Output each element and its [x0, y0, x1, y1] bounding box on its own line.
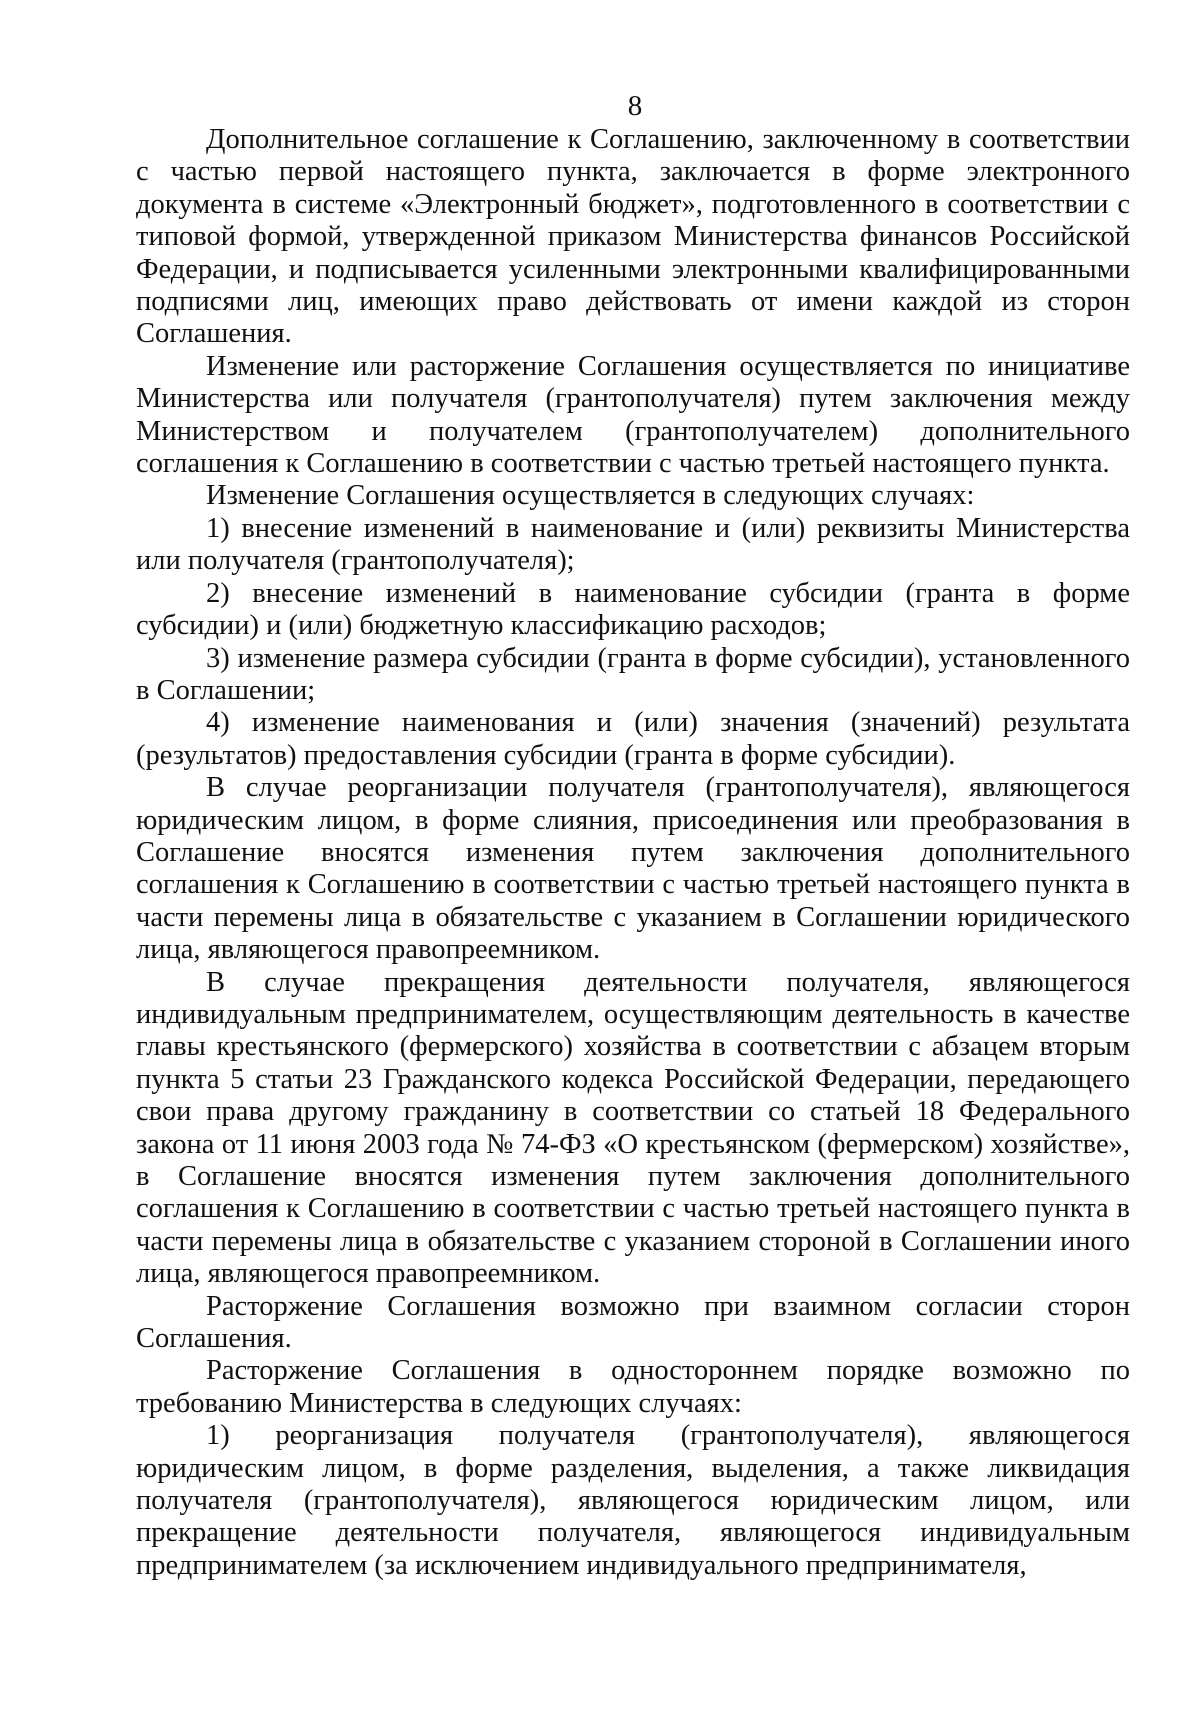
- paragraph-mutual-termination: Расторжение Соглашения возможно при взаимном согласии сторон Соглашения.: [136, 1290, 1130, 1355]
- document-body: [136, 124, 1130, 1582]
- paragraph-unilateral-termination: Расторжение Соглашения в одностороннем порядке возможно по требованию Министерства в следующих случаях:: [136, 1355, 1130, 1419]
- list-item-termination-1: 1) реорганизация получателя (грантополучателя), являющегося юридическим лицом, в форме разделения, выделения, а также ликвидация получателя (грантополучателя), являющегося юридическим лицом, или прекращение деятельности получателя, являющегося индивидуальным предпринимателем (за исключением индивидуального предпринимателя,: [136, 1420, 1130, 1581]
- list-item-change-3: 3) изменение размера субсидии (гранта в форме субсидии), установленного в Соглашении;: [136, 642, 1130, 706]
- list-item-change-4: 4) изменение наименования и (или) значения (значений) результата (результатов) предоставления субсидии (гранта в форме субсидии).: [136, 707, 1130, 771]
- list-item-change-2: 2) внесение изменений в наименование субсидии (гранта в форме субсидии) и (или) бюджетную классификацию расходов;: [136, 577, 1130, 642]
- list-item-change-1: 1) внесение изменений в наименование и (или) реквизиты Министерства или получателя (грантополучателя);: [136, 512, 1130, 577]
- paragraph-reorganization: В случае реорганизации получателя (грантополучателя), являющегося юридическим лицом, в форме слияния, присоединения или преобразования в Соглашение вносятся изменения путем заключения дополнительного соглашения к Соглашению в соответствии с частью третьей настоящего пункта в части перемены лица в обязательстве с указанием в Соглашении юридического лица, являющегося правопреемником.: [136, 772, 1130, 966]
- paragraph-termination-of-activity: В случае прекращения деятельности получателя, являющегося индивидуальным предпринимателем, осуществляющим деятельность в качестве главы крестьянского (фермерского) хозяйства в соответствии с абзацем вторым пункта 5 статьи 23 Гражданского кодекса Российской Федерации, передающего свои права другому гражданину в соответствии со статьей 18 Федерального закона от 11 июня 2003 года № 74-ФЗ «О крестьянском (фермерском) хозяйстве», в Соглашение вносятся изменения путем заключения дополнительного соглашения к Соглашению в соответствии с частью третьей настоящего пункта в части перемены лица в обязательстве с указанием стороной в Соглашении иного лица, являющегося правопреемником.: [136, 966, 1130, 1290]
- paragraph-change-or-termination: Изменение или расторжение Соглашения осуществляется по инициативе Министерства или получателя (грантополучателя) путем заключения между Министерством и получателем (грантополучателем) дополнительного соглашения к Соглашению в соответствии с частью третьей настоящего пункта.: [136, 350, 1130, 480]
- page-number: 8: [627, 90, 643, 122]
- paragraph-change-cases-intro: Изменение Соглашения осуществляется в следующих случаях:: [206, 480, 975, 512]
- paragraph-supplementary-agreement: Дополнительное соглашение к Соглашению, заключенному в соответствии с частью первой настоящего пункта, заключается в форме электронного документа в системе «Электронный бюджет», подготовленного в соответствии с типовой формой, утвержденной приказом Министерства финансов Российской Федерации, и подписывается усиленными электронными квалифицированными подписями лиц, имеющих право действовать от имени каждой из сторон Соглашения.: [136, 124, 1130, 350]
